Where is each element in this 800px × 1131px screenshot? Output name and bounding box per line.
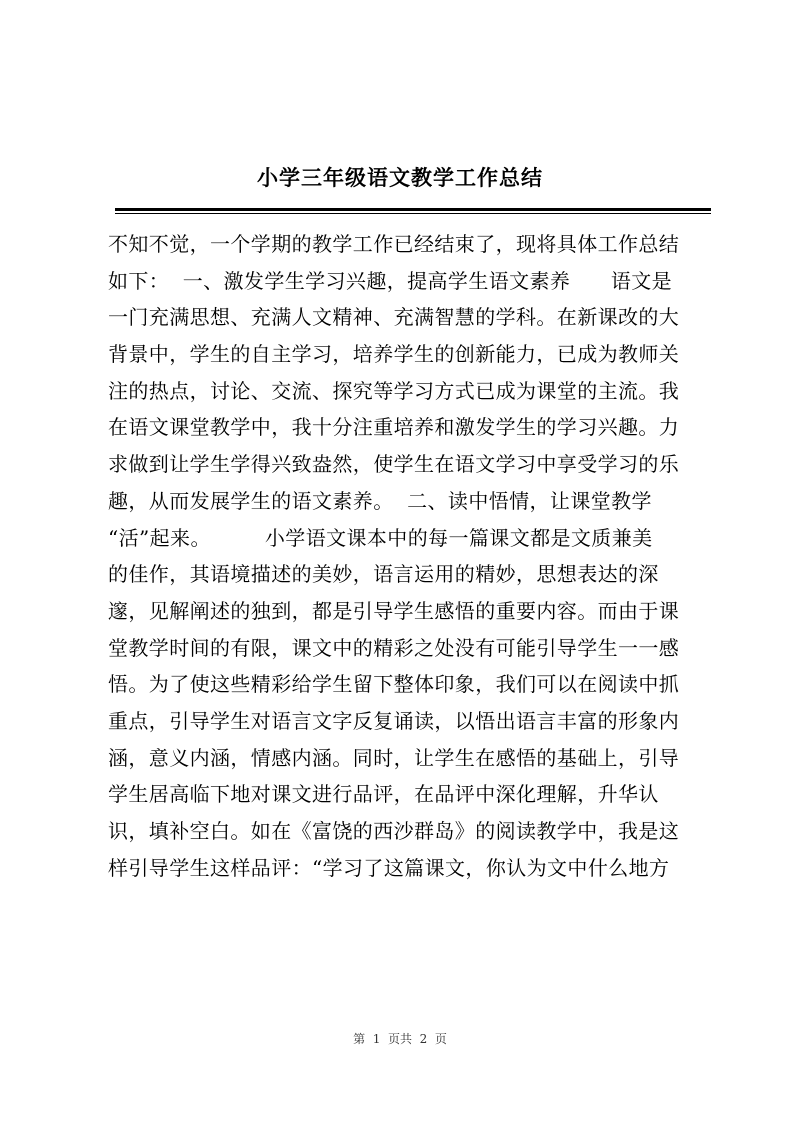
body-line: 背景中，学生的自主学习，培养学生的创新能力，已成为教师关 xyxy=(108,342,680,367)
document-body xyxy=(108,226,708,886)
body-line: 求做到让学生学得兴致盎然，使学生在语文学习中享受学习的乐 xyxy=(108,452,680,477)
page-footer: 第 1 页共 2 页 xyxy=(353,1032,447,1046)
body-line: “活”起来。 小学语文课本中的每一篇课文都是文质兼美 xyxy=(108,525,653,550)
body-line: 趣，从而发展学生的语文素养。 二、读中悟情，让课堂教学 xyxy=(108,488,652,513)
body-line: 识，填补空白。如在《富饶的西沙群岛》的阅读教学中，我是这 xyxy=(108,819,680,843)
title-rule-thin xyxy=(115,213,711,214)
body-line: 堂教学时间的有限，课文中的精彩之处没有可能引导学生一一感 xyxy=(108,635,680,660)
body-line: 不知不觉，一个学期的教学工作已经结束了，现将具体工作总结 xyxy=(108,232,680,256)
body-line: 样引导学生这样品评：“学习了这篇课文，你认为文中什么地方 xyxy=(108,855,670,880)
body-line: 涵，意义内涵，情感内涵。同时，让学生在感悟的基础上，引导 xyxy=(108,745,680,770)
body-line: 悟。为了使这些精彩给学生留下整体印象，我们可以在阅读中抓 xyxy=(108,672,680,697)
body-line: 如下： 一、激发学生学习兴趣，提高学生语文素养 语文是 xyxy=(108,268,673,293)
title-rule-thick xyxy=(115,208,711,211)
document-title: 小学三年级语文教学工作总结 xyxy=(257,165,543,190)
body-line: 注的热点，讨论、交流、探究等学习方式已成为课堂的主流。我 xyxy=(108,378,680,403)
body-line: 邃，见解阐述的独到，都是引导学生感悟的重要内容。而由于课 xyxy=(108,598,680,623)
body-line: 的佳作，其语境描述的美妙，语言运用的精妙，思想表达的深 xyxy=(108,562,659,587)
body-line: 在语文课堂教学中，我十分注重培养和激发学生的学习兴趣。力 xyxy=(108,415,680,440)
body-line: 重点，引导学生对语言文字反复诵读，以悟出语言丰富的形象内 xyxy=(108,708,680,733)
body-line: 学生居高临下地对课文进行品评，在品评中深化理解，升华认 xyxy=(108,782,659,807)
body-line: 一门充满思想、充满人文精神、充满智慧的学科。在新课改的大 xyxy=(108,305,680,330)
